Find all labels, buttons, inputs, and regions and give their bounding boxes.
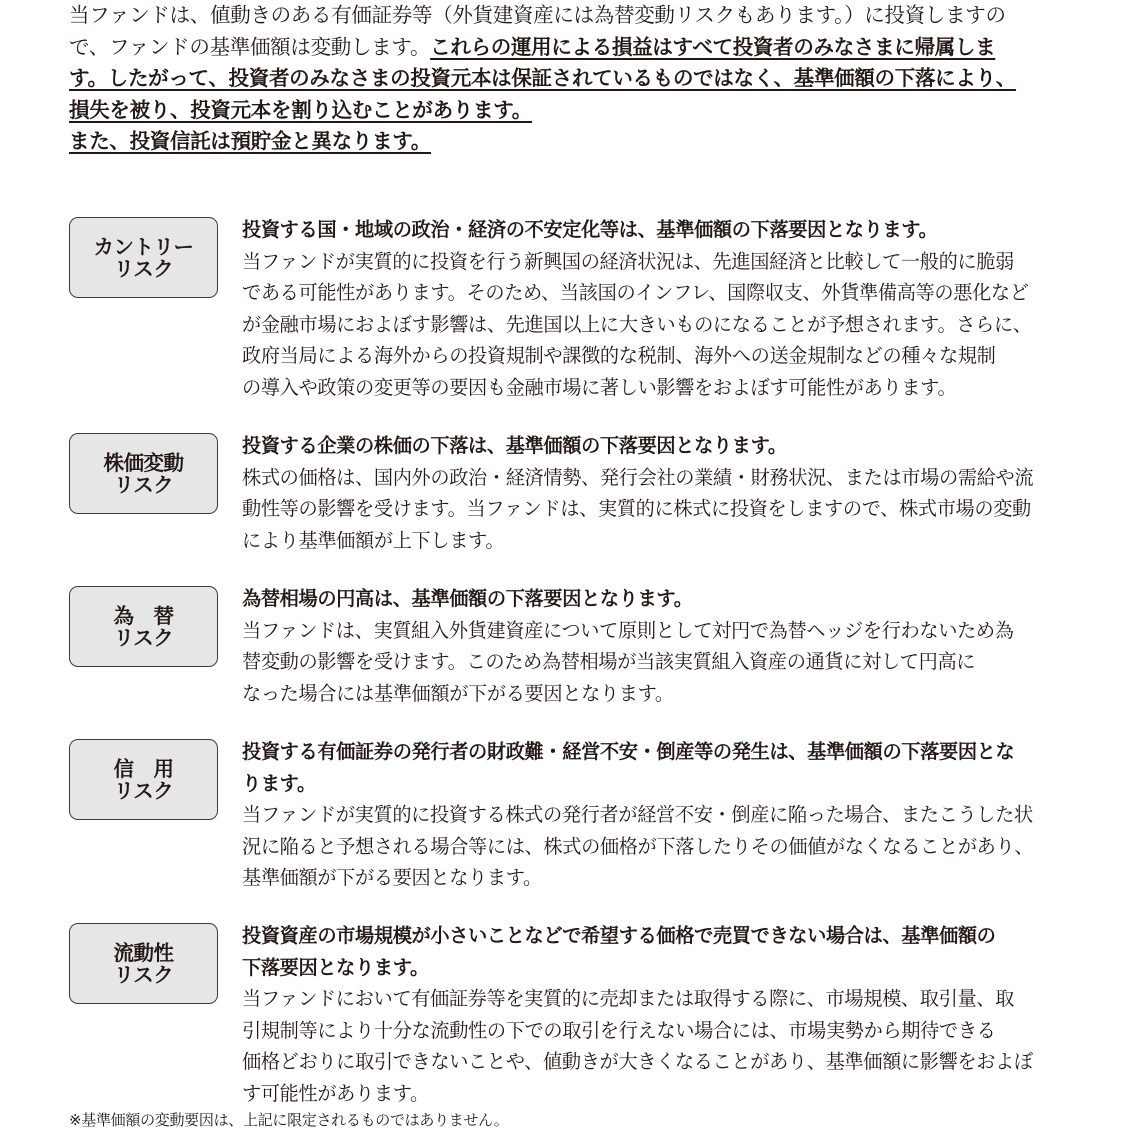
risk-text-line: 当ファンドが実質的に投資する株式の発行者が経営不安・倒産に陥った場合、またこうした状	[242, 803, 1033, 826]
risk-badge	[69, 217, 218, 298]
intro-line	[69, 32, 1079, 64]
intro-paragraph	[69, 0, 1079, 158]
risk-text-line: 政府当局による海外からの投資規制や課徴的な税制、海外への送金規制などの種々な規制	[242, 344, 996, 367]
risk-badge-label: 株価変動	[103, 450, 184, 475]
risk-badge	[69, 923, 218, 1004]
risk-text-line: 動性等の影響を受けます。当ファンドは、実質的に株式に投資をしますので、株式市場の変動	[242, 497, 1031, 520]
risk-heading: ります。	[242, 771, 316, 795]
risk-badge	[69, 739, 218, 820]
risk-text-line: 引規制等により十分な流動性の下での取引を行えない場合には、市場実勢から期待できる	[242, 1018, 996, 1042]
risk-badge-label: カントリー	[93, 234, 194, 259]
risk-text-line: 株式の価格は、国内外の政治・経済情勢、発行会社の業績・財務状況、または市場の需給や流	[242, 465, 1034, 489]
risk-text-line: 価格どおりに取引できないことや、値動きが大きくなることがあり、基準価額に影響をおよぼ	[242, 1050, 1033, 1073]
risk-heading: 投資する国・地域の政治・経済の不安定化等は、基準価額の下落要因となります。	[242, 218, 938, 241]
risk-badge-label: リスク	[113, 256, 174, 281]
risk-text-line: 基準価額が下がる要因となります。	[242, 866, 542, 889]
risk-text-line: 替変動の影響を受けます。このため為替相場が当該実質組入資産の通貨に対して円高に	[242, 650, 976, 673]
risk-description	[242, 583, 1082, 709]
footnote: ※基準価額の変動要因は、上記に限定されるものではありません。	[69, 1111, 509, 1129]
risk-text-line: なった場合には基準価額が下がる要因となります。	[242, 681, 674, 705]
risk-heading: 投資する有価証券の発行者の財政難・経営不安・倒産等の発生は、基準価額の下落要因とな	[242, 740, 1015, 763]
risk-description	[242, 430, 1082, 556]
risk-badge-label: リスク	[113, 962, 174, 987]
intro-emphasis-line: 損失を被り、投資元本を割り込むことがあります。	[69, 97, 532, 122]
risk-heading: 下落要因となります。	[242, 955, 429, 979]
risk-badge-label: リスク	[113, 472, 174, 497]
risk-description	[242, 214, 1082, 403]
risk-badge-label: リスク	[113, 625, 174, 650]
risk-badge-label: リスク	[113, 778, 174, 803]
risk-text-line: の導入や政策の変更等の要因も金融市場に著しい影響をおよぼす可能性があります。	[242, 375, 957, 399]
risk-description	[242, 920, 1082, 1109]
risk-text-line: により基準価額が上下します。	[242, 528, 505, 552]
risk-text-line: が金融市場におよぼす影響は、先進国以上に大きいものになることが予想されます。さらに、	[242, 312, 1032, 336]
intro-emphasis-line: す。したがって、投資者のみなさまの投資元本は保証されているものではなく、基準価額の下落により、	[69, 66, 1016, 90]
risk-text-line: 当ファンドは、実質組入外貨建資産について原則として対円で為替ヘッジを行わないため為	[242, 618, 1014, 642]
risk-text-line: である可能性があります。そのため、当該国のインフレ、国際収支、外貨準備高等の悪化など	[242, 281, 1029, 304]
risk-heading: 為替相場の円高は、基準価額の下落要因となります。	[242, 587, 693, 610]
risk-description	[242, 736, 1082, 894]
risk-badge-label: 流動性	[113, 940, 174, 965]
risk-text-line: 当ファンドにおいて有価証券等を実質的に売却または取得する際に、市場規模、取引量、取	[242, 987, 1014, 1010]
intro-emphasis: これらの運用による損益はすべて投資者のみなさまに帰属しま	[430, 34, 996, 59]
intro-text: で、ファンドの基準価額は変動します。	[69, 34, 431, 59]
risk-badge-label: 信 用	[113, 756, 174, 781]
risk-text-line: 況に陥ると予想される場合等には、株式の価格が下落したりその価値がなくなることがあり、	[242, 834, 1034, 858]
risk-text-line: す可能性があります。	[242, 1081, 429, 1105]
risk-text-line: 当ファンドが実質的に投資を行う新興国の経済状況は、先進国経済と比較して一般的に脆弱	[242, 249, 1014, 273]
risk-heading: 投資する企業の株価の下落は、基準価額の下落要因となります。	[242, 434, 787, 457]
risk-heading: 投資資産の市場規模が小さいことなどで希望する価格で売買できない場合は、基準価額の	[242, 924, 996, 947]
intro-line: 当ファンドは、値動きのある有価証券等（外貨建資産には為替変動リスクもあります。）に投資しますの	[69, 3, 1006, 27]
intro-emphasis-line: また、投資信託は預貯金と異なります。	[69, 129, 431, 153]
risk-badge-label: 為 替	[113, 603, 174, 628]
risk-badge	[69, 433, 218, 514]
risk-badge	[69, 586, 218, 667]
